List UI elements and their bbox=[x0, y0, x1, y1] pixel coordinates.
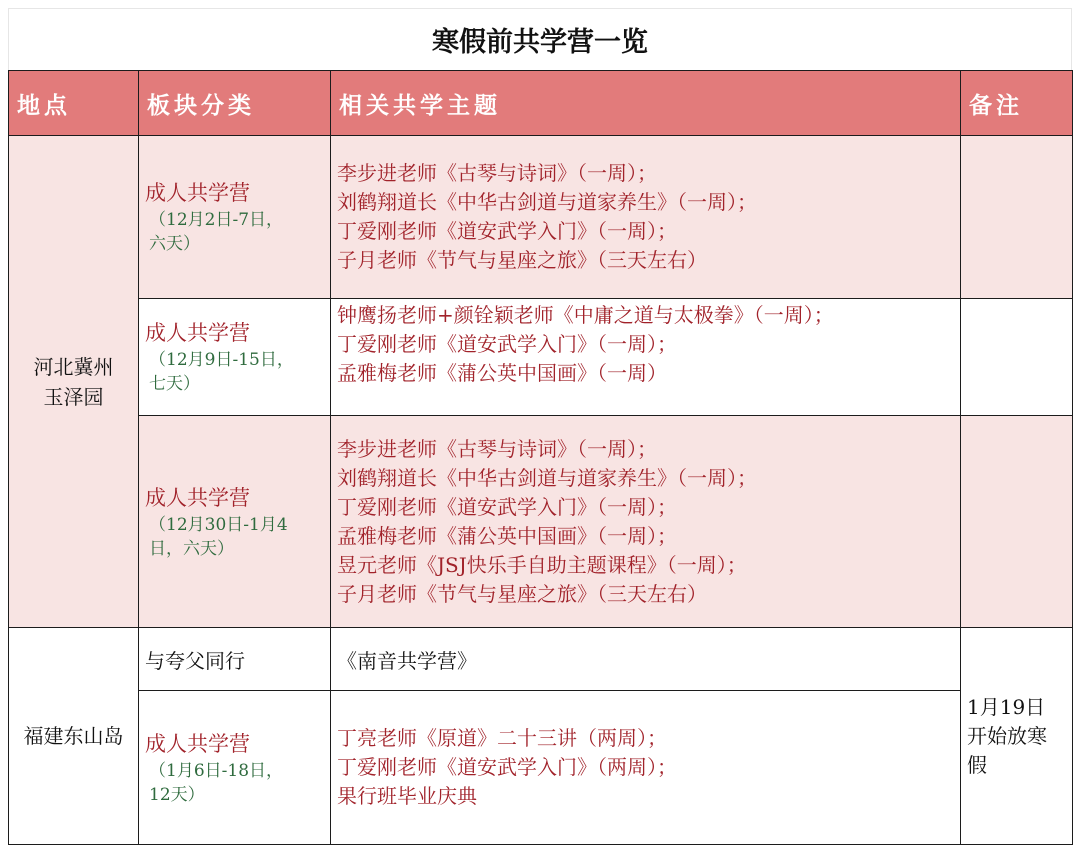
note-cell bbox=[961, 299, 1073, 416]
topics-cell: 李步进老师《古琴与诗词》（一周）； 刘鹤翔道长《中华古剑道与道家养生》（一周）； 丁爱刚老师《道安武学入门》（一周）； 孟雅梅老师《蒲公英中国画》（一周）； 昱元老师《JSJ快乐手自助主题课程》（一周）； 子月老师《节气与星座之旅》（三天左右） bbox=[331, 416, 961, 628]
topics-cell: 钟鹰扬老师+颜铨颖老师《中庸之道与太极拳》（一周）； 丁爱刚老师《道安武学入门》（一周）； 孟雅梅老师《蒲公英中国画》（一周） bbox=[331, 299, 961, 416]
note-cell bbox=[961, 136, 1073, 299]
topics-cell: 《南音共学营》 bbox=[331, 628, 961, 691]
note-cell-winter-break: 1月19日 开始放寒 假 bbox=[961, 628, 1073, 845]
table-row bbox=[9, 628, 1073, 691]
table-row bbox=[9, 299, 1073, 416]
location-cell-fujian: 福建东山岛 bbox=[9, 628, 139, 845]
table-row bbox=[9, 691, 1073, 845]
table-row bbox=[9, 136, 1073, 299]
topics-cell: 李步进老师《古琴与诗词》（一周）； 刘鹤翔道长《中华古剑道与道家养生》（一周）； 丁爱刚老师《道安武学入门》（一周）； 子月老师《节气与星座之旅》（三天左右） bbox=[331, 136, 961, 299]
table-title: 寒假前共学营一览 bbox=[8, 8, 1072, 70]
table-row bbox=[9, 416, 1073, 628]
header-location: 地点 bbox=[9, 71, 139, 136]
camp-table bbox=[8, 70, 1073, 845]
category-cell: 成人共学营 （12月2日-7日， 六天） bbox=[139, 136, 331, 299]
category-cell: 与夸父同行 bbox=[139, 628, 331, 691]
topics-cell: 丁亮老师《原道》二十三讲（两周）； 丁爱刚老师《道安武学入门》（两周）； 果行班毕业庆典 bbox=[331, 691, 961, 845]
header-category: 板块分类 bbox=[139, 71, 331, 136]
category-cell: 成人共学营 （12月9日-15日， 七天） bbox=[139, 299, 331, 416]
location-cell-hebei: 河北冀州 玉泽园 bbox=[9, 136, 139, 628]
header-row bbox=[9, 71, 1073, 136]
note-cell bbox=[961, 416, 1073, 628]
header-notes: 备注 bbox=[961, 71, 1073, 136]
header-topics: 相关共学主题 bbox=[331, 71, 961, 136]
category-cell: 成人共学营 （12月30日-1月4 日，六天） bbox=[139, 416, 331, 628]
category-cell: 成人共学营 （1月6日-18日， 12天） bbox=[139, 691, 331, 845]
